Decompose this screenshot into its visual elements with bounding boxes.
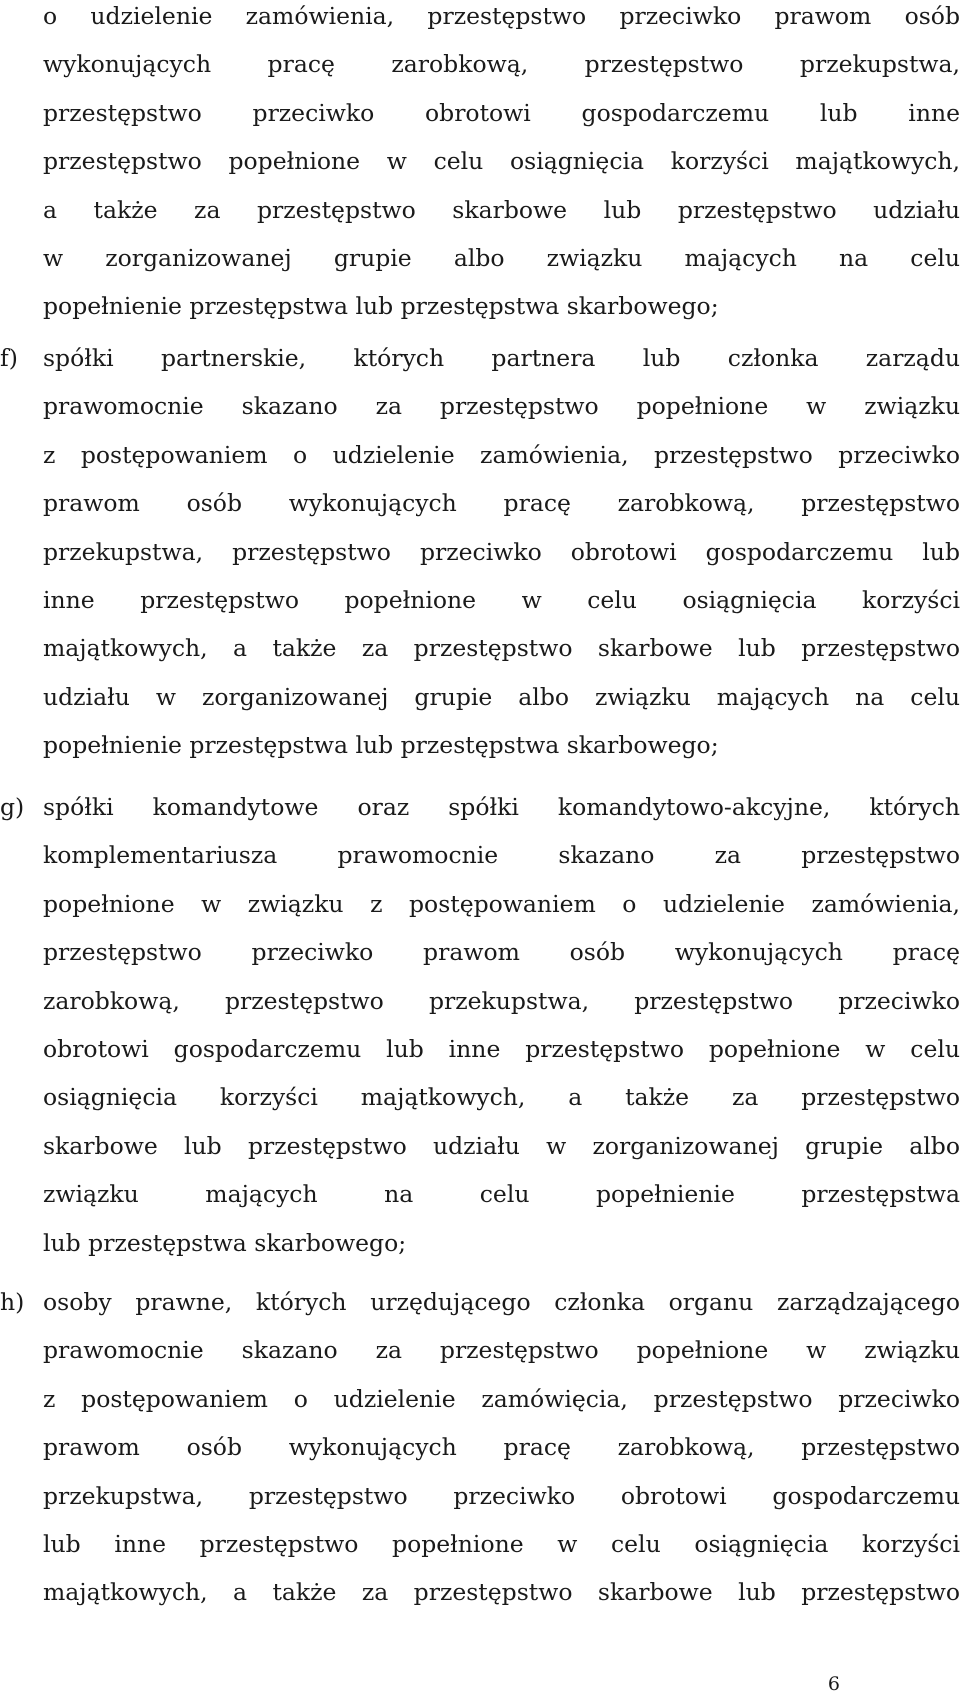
text-line: spółki komandytowe oraz spółki komandytowo-akcyjne, których — [43, 793, 960, 821]
text-line: prawomocnie skazano za przestępstwo popełnione w związku — [43, 392, 960, 421]
page-number: 6 — [827, 1673, 840, 1695]
text-line: osiągnięcia korzyści majątkowych, a także za przestępstwo — [43, 1083, 960, 1112]
text-line: osoby prawne, których urzędującego członka organu zarządzającego — [43, 1288, 960, 1316]
text-line: przestępstwo popełnione w celu osiągnięcia korzyści majątkowych, — [43, 147, 960, 176]
text-line: popełnione w związku z postępowaniem o udzielenie zamówienia, — [43, 889, 960, 918]
list-item-f — [43, 334, 960, 770]
text-line: spółki partnerskie, których partnera lub członka zarządu — [43, 344, 960, 372]
text-line: o udzielenie zamówienia, przestępstwo przeciwko prawom osób — [43, 2, 960, 30]
text-line: przestępstwo przeciwko obrotowi gospodarczemu lub inne — [43, 98, 960, 127]
text-line: z postępowaniem o udzielenie zamówięcia, przestępstwo przeciwko — [43, 1384, 960, 1413]
text-line: prawomocnie skazano za przestępstwo popełnione w związku — [43, 1336, 960, 1365]
list-item-h — [43, 1278, 960, 1617]
text-line: udziału w zorganizowanej grupie albo związku mających na celu — [43, 682, 960, 711]
list-marker-g: g) — [0, 793, 25, 821]
text-line: lub inne przestępstwo popełnione w celu osiągnięcia korzyści — [43, 1529, 960, 1558]
text-line: popełnienie przestępstwa lub przestępstwa skarbowego; — [43, 731, 719, 760]
text-line: skarbowe lub przestępstwo udziału w zorganizowanej grupie albo — [43, 1131, 960, 1160]
text-line: związku mających na celu popełnienie przestępstwa — [43, 1180, 960, 1209]
list-item-g — [43, 783, 960, 1267]
text-line: majątkowych, a także za przestępstwo skarbowe lub przestępstwo — [43, 634, 960, 663]
text-line: popełnienie przestępstwa lub przestępstwa skarbowego; — [43, 292, 719, 321]
text-line: lub przestępstwa skarbowego; — [43, 1228, 407, 1257]
text-line: wykonujących pracę zarobkową, przestępstwo przekupstwa, — [43, 50, 960, 79]
text-line: przekupstwa, przestępstwo przeciwko obrotowi gospodarczemu — [43, 1481, 960, 1510]
text-line: majątkowych, a także za przestępstwo skarbowe lub przestępstwo — [43, 1578, 960, 1607]
text-line: z postępowaniem o udzielenie zamówienia, przestępstwo przeciwko — [43, 440, 960, 469]
text-line: obrotowi gospodarczemu lub inne przestępstwo popełnione w celu — [43, 1034, 960, 1063]
text-line: prawom osób wykonujących pracę zarobkową, przestępstwo — [43, 1433, 960, 1462]
text-line: przekupstwa, przestępstwo przeciwko obrotowi gospodarczemu lub — [43, 537, 960, 566]
intro-paragraph — [43, 0, 960, 331]
text-line: zarobkową, przestępstwo przekupstwa, przestępstwo przeciwko — [43, 986, 960, 1015]
text-line: inne przestępstwo popełnione w celu osiągnięcia korzyści — [43, 585, 960, 614]
text-line: komplementariusza prawomocnie skazano za przestępstwo — [43, 841, 960, 870]
text-line: a także za przestępstwo skarbowe lub przestępstwo udziału — [43, 195, 960, 224]
text-line: prawom osób wykonujących pracę zarobkową, przestępstwo — [43, 489, 960, 518]
text-line: przestępstwo przeciwko prawom osób wykonujących pracę — [43, 938, 960, 967]
text-line: w zorganizowanej grupie albo związku mających na celu — [43, 243, 960, 272]
list-marker-h: h) — [0, 1288, 25, 1316]
list-marker-f: f) — [0, 344, 18, 372]
